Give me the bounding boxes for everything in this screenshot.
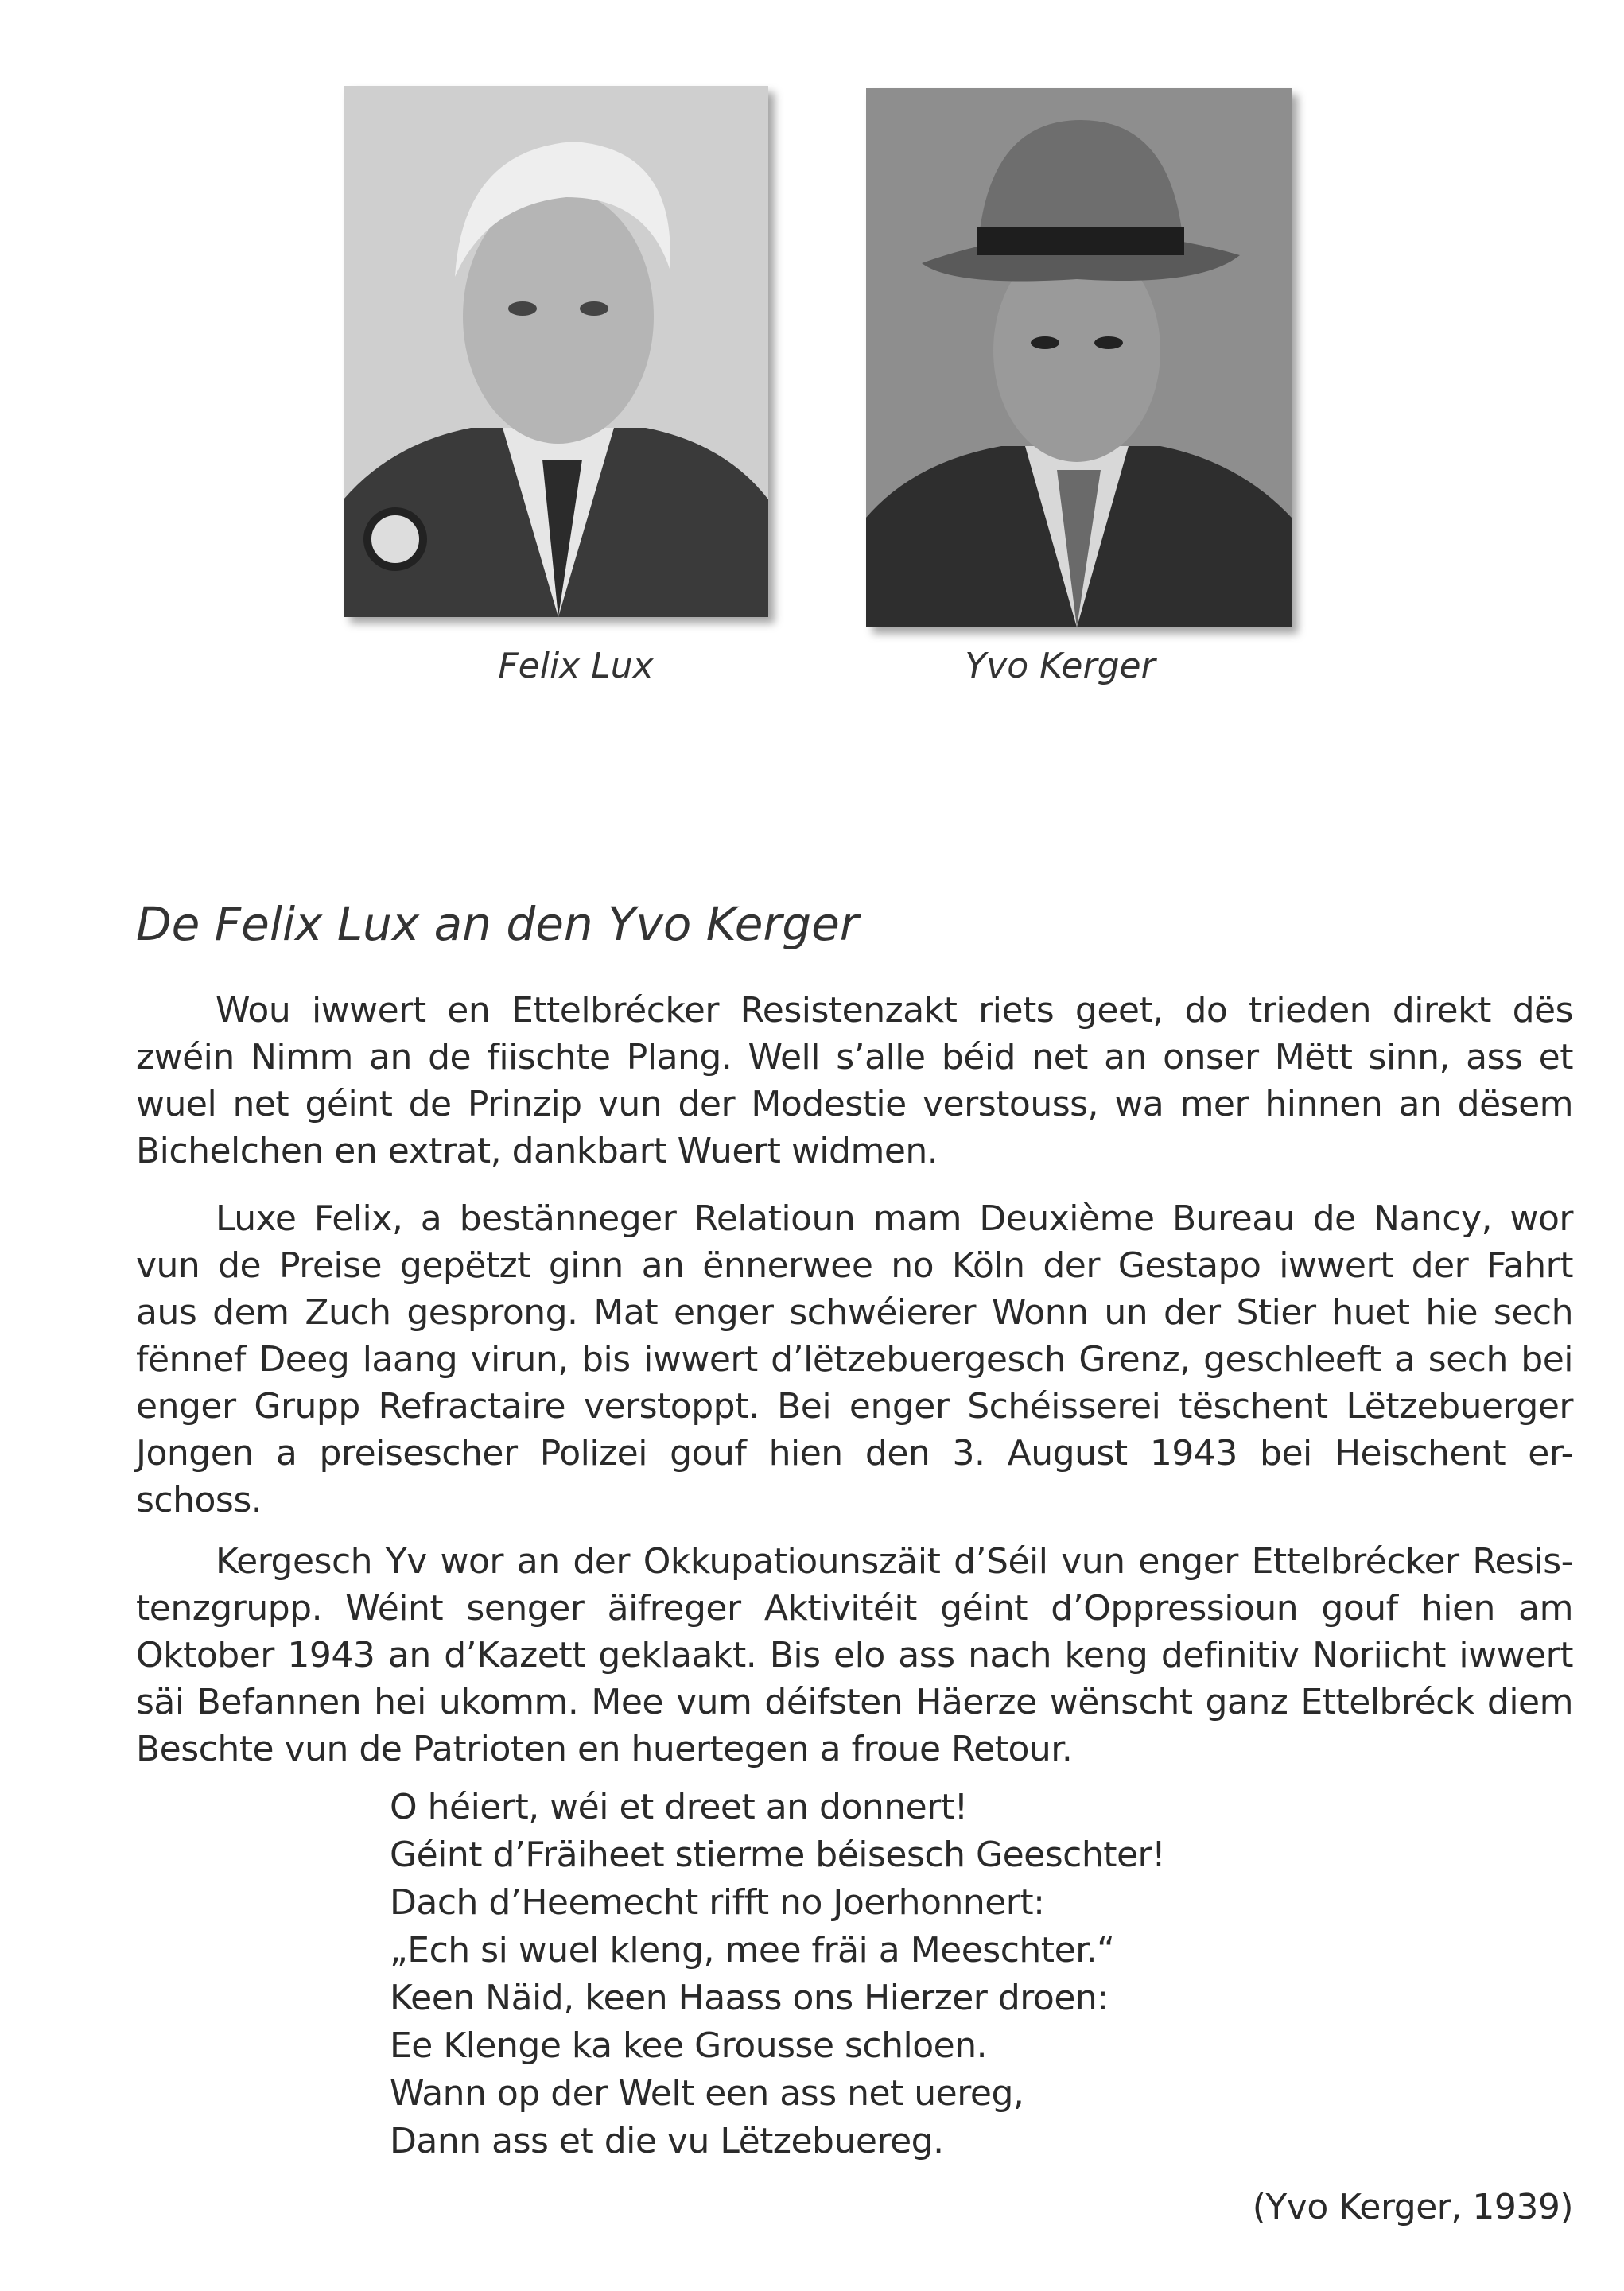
poem-line: Dach d’Heemecht rifft no Joerhonnert: [390,1882,1045,1923]
paragraph-line: Jongen a preisescher Polizei gouf hien den 3. August 1943 bei Heischent er- [136,1433,1573,1474]
poem-line: „Ech si wuel kleng, mee fräi a Meeschter.“ [390,1930,1115,1971]
poem-line: Dann ass et die vu Lëtzebuereg. [390,2121,944,2161]
poem-line: Wann op der Welt een ass net uereg, [390,2073,1024,2114]
paragraph-line: schoss. [136,1480,262,1520]
paragraph-line: Kergesch Yv wor an der Okkupatiounszäit d’Séil vun enger Ettelbrécker Resis- [216,1541,1573,1582]
article-heading: De Felix Lux an den Yvo Kerger [136,897,859,951]
poem-line: Ee Klenge ka kee Grousse schloen. [390,2025,988,2066]
poem [390,1784,1165,2165]
poem-credit: (Yvo Kerger, 1939) [1252,2187,1573,2227]
portrait-photo-yvo-kerger [866,88,1292,627]
paragraph-line: zwéin Nimm an de fiischte Plang. Well s’alle béid net an onser Mëtt sinn, ass et [136,1037,1573,1078]
paragraph-line: tenzgrupp. Wéint senger äifreger Aktivitéit géint d’Oppressioun gouf hien am [136,1588,1573,1629]
poem-line: Géint d’Fräiheet stierme béisesch Geeschter! [390,1835,1166,1875]
portrait-image [866,88,1292,627]
poem-line: O héiert, wéi et dreet an donnert! [390,1787,968,1827]
paragraph-line: vun de Preise gepëtzt ginn an ënnerwee no Köln der Gestapo iwwert der Fahrt [136,1245,1573,1286]
paragraph-felix-lux [136,1195,1573,1524]
paragraph-line: säi Befannen hei ukomm. Mee vum déifsten Häerze wënscht ganz Ettelbréck diem [136,1682,1573,1722]
paragraph-line: aus dem Zuch gesprong. Mat enger schwéierer Wonn un der Stier huet hie sech [136,1292,1573,1333]
paragraph-line: wuel net géint de Prinzip vun der Modestie verstouss, wa mer hinnen an dësem [136,1084,1573,1124]
paragraph-line: fënnef Deeg laang virun, bis iwwert d’lëtzebuergesch Grenz, geschleeft a sech bei [136,1339,1573,1380]
photo-caption-felix-lux: Felix Lux [498,646,654,686]
paragraph-line: Wou iwwert en Ettelbrécker Resistenzakt riets geet, do trieden direkt dës [216,990,1573,1031]
paragraph-intro [136,987,1573,1175]
paragraph-line: Beschte vun de Patrioten en huertegen a froue Retour. [136,1729,1073,1769]
paragraph-line: Oktober 1943 an d’Kazett geklaakt. Bis elo ass nach keng definitiv Noriicht iwwert [136,1635,1573,1676]
paragraph-yvo-kerger [136,1538,1573,1773]
paragraph-line: enger Grupp Refractaire verstoppt. Bei enger Schéisserei tëschent Lëtzebuerger [136,1386,1573,1427]
paragraph-line: Luxe Felix, a bestänneger Relatioun mam Deuxième Bureau de Nancy, wor [216,1198,1573,1239]
portrait-image [344,86,768,617]
paragraph-line: Bichelchen en extrat, dankbart Wuert widmen. [136,1131,938,1171]
portrait-photo-felix-lux [344,86,768,617]
photo-caption-yvo-kerger: Yvo Kerger [965,646,1156,686]
poem-line: Keen Näid, keen Haass ons Hierzer droen: [390,1978,1109,2018]
